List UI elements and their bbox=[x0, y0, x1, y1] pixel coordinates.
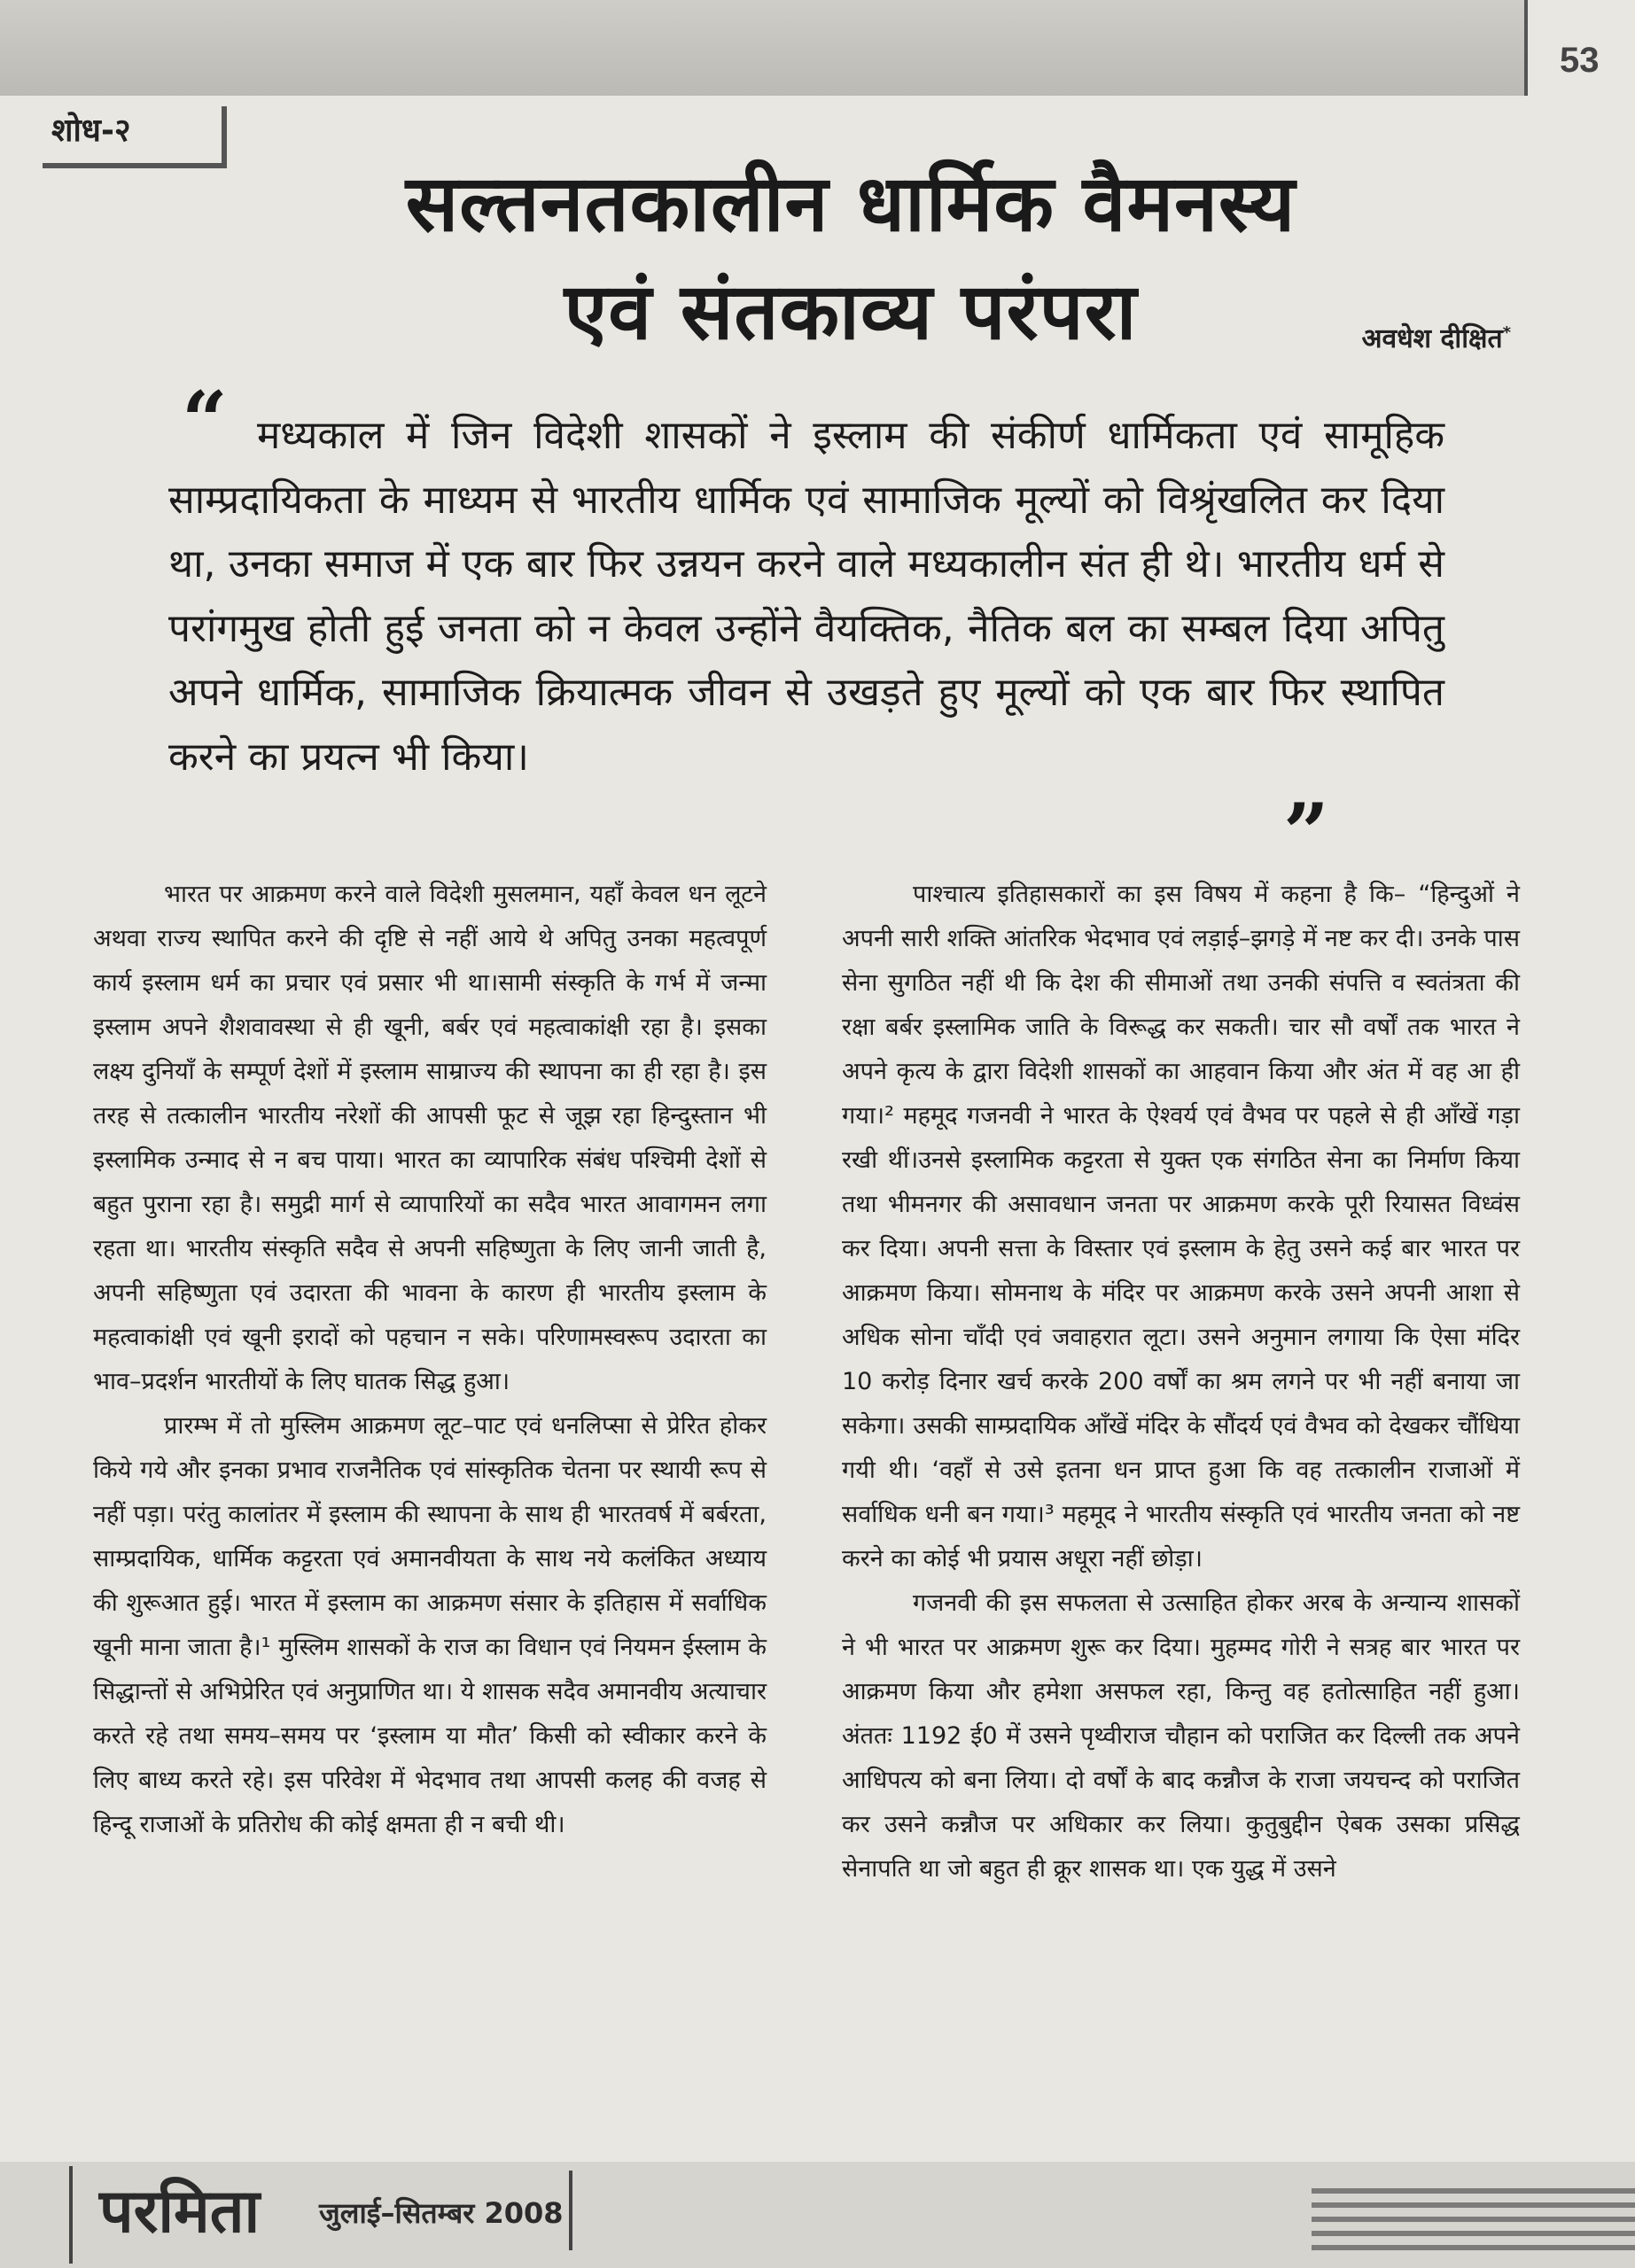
page-number: 53 bbox=[1560, 41, 1600, 80]
header-band bbox=[0, 0, 1524, 96]
paragraph: पाश्चात्य इतिहासकारों का इस विषय में कहना है कि– “हिन्दुओं ने अपनी सारी शक्ति आंतरिक भेदभाव एवं लड़ाई–झगड़े में नष्ट कर दी। उनके पास सेना सुगठित नहीं थी कि देश की सीमाओं तथा उनकी संपत्ति व स्वतंत्रता की रक्षा बर्बर इस्लामिक जाति के विरूद्ध कर सकती। चार सौ वर्षों तक भारत ने अपने कृत्य के द्वारा विदेशी शासकों का आहवान किया और अंत में वह आ ही गया।² महमूद गजनवी ने भारत के ऐश्वर्य एवं वैभव पर पहले से ही आँखें गड़ा रखी थीं।उनसे इस्लामिक कट्टरता से युक्त एक संगठित सेना का निर्माण किया तथा भीमनगर की असावधान जनता पर आक्रमण करके पूरी रियासत विध्वंस कर दिया। अपनी सत्ता के विस्तार एवं इस्लाम के हेतु उसने कई बार भारत पर आक्रमण किया। सोमनाथ के मंदिर पर आक्रमण करके उसने अपनी आशा से अधिक सोना चाँदी एवं जवाहरात लूटा। उसने अनुमान लगाया कि ऐसा मंदिर 10 करोड़ दिनार खर्च करके 200 वर्षों का श्रम लगने पर भी नहीं बनाया जा सकेगा। उसकी साम्प्रदायिक आँखें मंदिर के सौंदर्य एवं वैभव को देखकर चौंधिया गयी थी। ‘वहाँ से उसे इतना धन प्राप्त हुआ कि वह तत्कालीन राजाओं में सर्वाधिक धनी बन गया।³ महमूद ने भारतीय संस्कृति एवं भारतीय जनता को नष्ट करने का कोई भी प्रयास अधूरा नहीं छोड़ा। bbox=[842, 881, 1520, 1573]
issue-date: जुलाई–सितम्बर 2008 bbox=[319, 2196, 564, 2230]
pull-quote: मध्यकाल में जिन विदेशी शासकों ने इस्लाम की संकीर्ण धार्मिकता एवं सामूहिक साम्प्रदायिकता के माध्यम से भारतीय धार्मिक एवं सामाजिक मूल्यों को विश्रृंखलित कर दिया था, उनका समाज में एक बार फिर उन्नयन करने वाले मध्यकालीन संत ही थे। भारतीय धर्म से परांगमुख होती हुई जनता को न केवल उन्होंने वैयक्तिक, नैतिक बल का सम्बल दिया अपितु अपने धार्मिक, सामाजिक क्रियात्मक जीवन से उखड़ते हुए मूल्यों को एक बार फिर स्थापित करने का प्रयत्न भी किया। bbox=[168, 413, 1444, 780]
section-label: शोध-२ bbox=[43, 106, 227, 168]
footer-decoration bbox=[1312, 2188, 1635, 2250]
right-column bbox=[842, 873, 1520, 1891]
paragraph: प्रारम्भ में तो मुस्लिम आक्रमण लूट–पाट एवं धनलिप्सा से प्रेरित होकर किये गये और इनका प्रभाव राजनैतिक एवं सांस्कृतिक चेतना पर स्थायी रूप से नहीं पड़ा। परंतु कालांतर में इस्लाम की स्थापना के साथ ही भारतवर्ष में बर्बरता, साम्प्रदायिक, धार्मिक कट्टरता एवं अमानवीयता के साथ नये कलंकित अध्याय की शुरूआत हुई। भारत में इस्लाम का आक्रमण संसार के इतिहास में सर्वाधिक खूनी माना जाता है।¹ मुस्लिम शासकों के राज का विधान एवं नियमन ईस्लाम के सिद्धान्तों से अभिप्रेरित एवं अनुप्राणित था। ये शासक सदैव अमानवीय अत्याचार करते रहे तथा समय–समय पर ‘इस्लाम या मौत’ किसी को स्वीकार करने के लिए बाध्य करते रहे। इस परिवेश में भेदभाव तथा आपसी कलह की वजह से हिन्दू राजाओं के प्रतिरोध की कोई क्षमता ही न बची थी। bbox=[93, 1412, 767, 1838]
author-footnote-mark: * bbox=[1502, 323, 1511, 342]
footer-divider-left bbox=[69, 2166, 73, 2264]
article-title-line-1: सल्तनतकालीन धार्मिक वैमनस्य bbox=[405, 158, 1296, 249]
footer-divider-right bbox=[569, 2171, 572, 2250]
paragraph: भारत पर आक्रमण करने वाले विदेशी मुसलमान, यहाँ केवल धन लूटने अथवा राज्य स्थापित करने की दृष्टि से नहीं आये थे अपितु उनका महत्वपूर्ण कार्य इस्लाम धर्म का प्रचार एवं प्रसार भी था।सामी संस्कृति के गर्भ में जन्मा इस्लाम अपने शैशवावस्था से ही खूनी, बर्बर एवं महत्वाकांक्षी रहा है। इसका लक्ष्य दुनियाँ के सम्पूर्ण देशों में इस्लाम साम्राज्य की स्थापना का ही रहा है। इस तरह से तत्कालीन भारतीय नरेशों की आपसी फूट से जूझ रहा हिन्दुस्तान भी इस्लामिक उन्माद से न बच पाया। भारत का व्यापारिक संबंध पश्चिमी देशों से बहुत पुराना रहा है। समुद्री मार्ग से व्यापारियों का सदैव भारत आवागमन लगा रहता था। भारतीय संस्कृति सदैव से अपनी सहिष्णुता के लिए जानी जाती है, अपनी सहिष्णुता एवं उदारता की भावना के कारण ही भारतीय इस्लाम के महत्वाकांक्षी एवं खूनी इरादों को पहचान न सके। परिणामस्वरूप उदारता का भाव–प्रदर्शन भारतीयों के लिए घातक सिद्ध हुआ। bbox=[93, 881, 767, 1395]
magazine-name: परमिता bbox=[99, 2177, 261, 2247]
paragraph: गजनवी की इस सफलता से उत्साहित होकर अरब के अन्यान्य शासकों ने भी भारत पर आक्रमण शुरू कर दिया। मुहम्मद गोरी ने सत्रह बार भारत पर आक्रमण किया और हमेशा असफल रहा, किन्तु वह हतोत्साहित नहीं हुआ। अंततः 1192 ई0 में उसने पृथ्वीराज चौहान को पराजित कर दिल्ली तक अपने आधिपत्य को बना लिया। दो वर्षों के बाद कन्नौज के राजा जयचन्द को पराजित कर उसने कन्नौज पर अधिकार कर लिया। कुतुबुद्दीन ऐबक उसका प्रसिद्ध सेनापति था जो बहुत ही क्रूर शासक था। एक युद्ध में उसने bbox=[842, 1589, 1520, 1883]
left-column bbox=[93, 873, 767, 1847]
quote-open-mark: “ bbox=[182, 374, 228, 468]
quote-close-mark: ” bbox=[1283, 786, 1329, 880]
author-name bbox=[1362, 319, 1511, 355]
author-name-text: अवधेश दीक्षित bbox=[1361, 323, 1503, 354]
article-title-line-2: एवं संतकाव्य परंपरा bbox=[564, 266, 1138, 357]
